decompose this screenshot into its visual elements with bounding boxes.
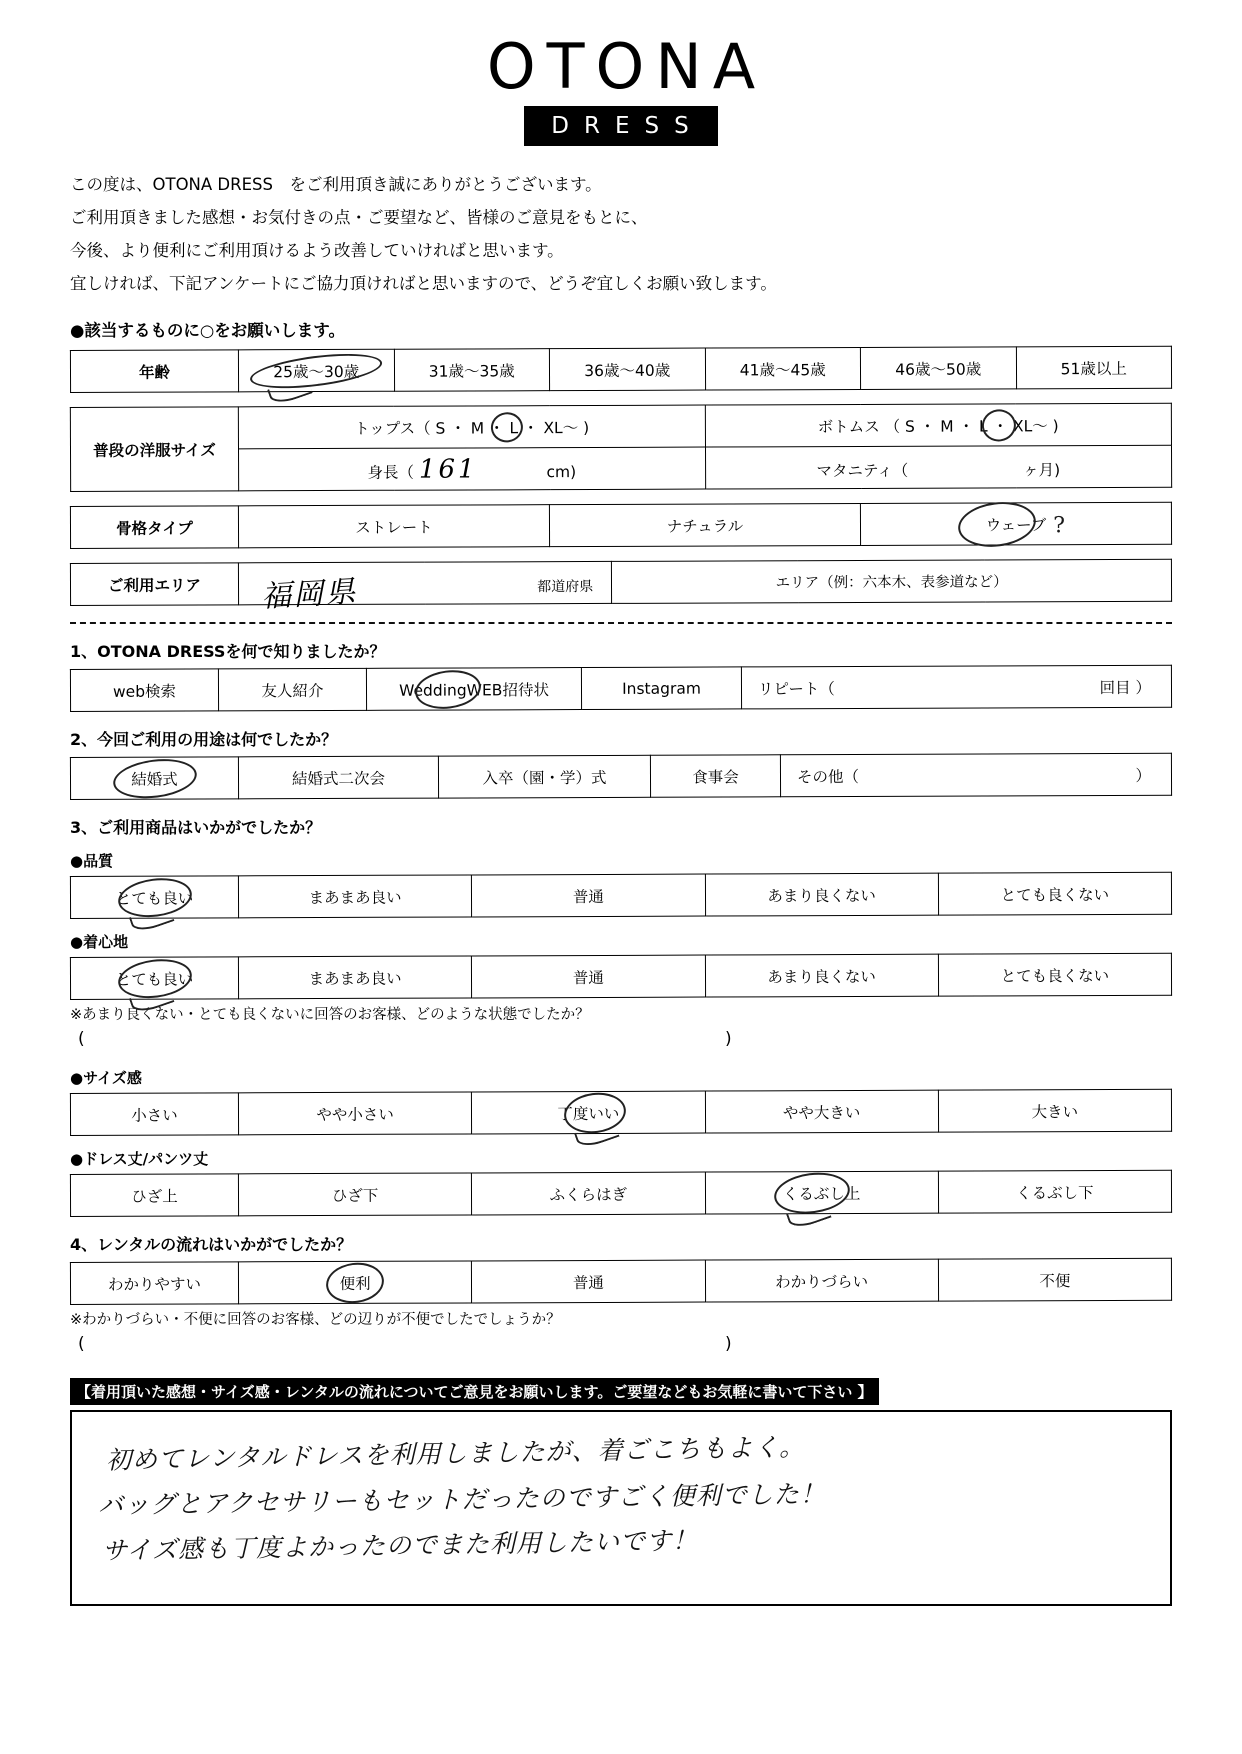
- comfort-option-very-bad[interactable]: とても良くない: [938, 953, 1171, 996]
- table-row: [70, 502, 1171, 548]
- age-option-label: 25歳～30歳: [273, 362, 360, 381]
- q4-answer-row[interactable]: [70, 1334, 1172, 1360]
- q2-option-afterparty[interactable]: 結婚式二次会: [238, 756, 438, 799]
- table-row: [70, 1170, 1171, 1216]
- age-option-51-plus[interactable]: 51歳以上: [1016, 346, 1172, 389]
- maternity-unit: ヶ月): [1023, 460, 1061, 479]
- brand-subname: DRESS: [524, 106, 717, 146]
- comfort-option-very-good[interactable]: [70, 957, 238, 1000]
- q3-comfort-label: ●着心地: [70, 933, 129, 952]
- q2-option-label: 結婚式: [131, 770, 178, 789]
- q4-option-hard[interactable]: わかりづらい: [705, 1259, 938, 1302]
- q1-option-web[interactable]: web検索: [70, 669, 218, 712]
- q4-option-convenient[interactable]: [238, 1261, 471, 1304]
- age-option-25-30[interactable]: [238, 349, 394, 392]
- comfort-option-label: とても良い: [115, 970, 194, 989]
- q3-length-table: [70, 1170, 1172, 1217]
- body-type-option-straight[interactable]: ストレート: [238, 505, 549, 548]
- question-mark-annotation: ?: [1053, 513, 1066, 539]
- paren-open: (: [78, 1334, 85, 1355]
- table-row: [70, 1089, 1171, 1135]
- body-type-table: [70, 502, 1172, 549]
- size-option-small[interactable]: 小さい: [70, 1093, 238, 1136]
- prefecture-cell[interactable]: [238, 562, 611, 615]
- q3-title: 3、ご利用商品はいかがでしたか？: [70, 818, 322, 838]
- bottoms-size-label: ボトムス （ S ・ M ・ L ・ XL～ ): [817, 416, 1059, 436]
- q3-size-label: ●サイズ感: [70, 1069, 142, 1088]
- q4-option-easy[interactable]: わかりやすい: [70, 1262, 238, 1305]
- comment-line-3: サイズ感も丁度よかったのでまた利用したいです！: [101, 1525, 699, 1566]
- q2-table: [70, 753, 1172, 800]
- q1-table: [70, 665, 1172, 712]
- comments-box[interactable]: [70, 1410, 1172, 1606]
- table-row: [70, 753, 1171, 799]
- area-table: [70, 559, 1172, 615]
- q4-note: ※わかりづらい・不便に回答のお客様、どの辺りが不便でしたでしょうか？: [70, 1312, 561, 1329]
- age-option-46-50[interactable]: 46歳～50歳: [860, 347, 1016, 390]
- table-row: [70, 559, 1171, 605]
- size-option-slightly-small[interactable]: やや小さい: [238, 1092, 471, 1135]
- paren-open: (: [78, 1029, 85, 1050]
- quality-option-very-bad[interactable]: とても良くない: [938, 872, 1171, 915]
- table-row: [70, 872, 1171, 918]
- age-option-36-40[interactable]: 36歳～40歳: [549, 348, 705, 391]
- q3-size-table: [70, 1089, 1172, 1136]
- intro-line-2: ご利用頂きました感想・お気付きの点・ご要望など、皆様のご意見をもとに、: [70, 208, 648, 228]
- comment-line-2: バッグとアクセサリーもセットだったのですごく便利でした！: [97, 1479, 826, 1520]
- body-type-option-label: ウェーブ: [985, 515, 1047, 535]
- size-option-label: 丁度いい: [557, 1104, 620, 1123]
- quality-option-very-good[interactable]: [70, 876, 238, 919]
- q2-option-other[interactable]: [780, 753, 1171, 797]
- maternity-cell[interactable]: [705, 445, 1172, 489]
- clothing-size-table: [70, 403, 1172, 492]
- q1-repeat-post: 回目 ）: [1099, 678, 1152, 697]
- tops-size-label: トップス（ S ・ M ・ L ・ XL～ ): [354, 418, 590, 438]
- length-option-above-knee[interactable]: ひざ上: [70, 1174, 238, 1217]
- maternity-label: マタニティ（: [816, 461, 909, 480]
- size-option-just-right[interactable]: [472, 1091, 705, 1134]
- height-unit: cm): [546, 462, 577, 481]
- paren-close: ): [725, 1334, 732, 1355]
- q3-comfort-table: [70, 953, 1172, 1000]
- age-table: [70, 346, 1172, 393]
- q4-option-normal[interactable]: 普通: [472, 1260, 705, 1303]
- q2-other-post: ）: [1135, 766, 1152, 785]
- age-label: 年齢: [70, 350, 238, 393]
- prefecture-hint: 都道府県: [537, 579, 594, 596]
- q1-option-weddingweb[interactable]: [366, 668, 581, 711]
- q1-option-instagram[interactable]: Instagram: [581, 667, 741, 710]
- clothing-size-label: 普段の洋服サイズ: [70, 407, 238, 492]
- intro-paragraph: [70, 168, 1172, 300]
- length-option-below-ankle[interactable]: くるぶし下: [938, 1170, 1171, 1213]
- length-option-calf[interactable]: ふくらはぎ: [472, 1172, 705, 1215]
- quality-option-not-very-good[interactable]: あまり良くない: [705, 873, 938, 916]
- brand-name: OTONA: [486, 30, 767, 103]
- q2-option-wedding[interactable]: [70, 757, 238, 800]
- circle-instruction: ●該当するものに○をお願いします。: [70, 321, 345, 341]
- q1-title: 1、OTONA DRESSを何で知りましたか？: [70, 642, 386, 662]
- area-label: ご利用エリア: [70, 563, 238, 606]
- age-option-41-45[interactable]: 41歳～45歳: [705, 348, 861, 391]
- comfort-option-fairly-good[interactable]: まあまあ良い: [238, 956, 471, 999]
- q4-title: 4、レンタルの流れはいかがでしたか？: [70, 1235, 353, 1255]
- q2-other-pre: その他（: [796, 767, 860, 786]
- q1-repeat-pre: リピート（: [757, 679, 835, 698]
- q2-option-ceremony[interactable]: 入卒（園・学）式: [438, 755, 650, 798]
- height-label: 身長（: [367, 463, 415, 482]
- comfort-option-not-very-good[interactable]: あまり良くない: [705, 954, 938, 997]
- table-row: [70, 403, 1171, 449]
- brand-logo: [70, 0, 1172, 146]
- q2-title: 2、今回ご利用の用途は何でしたか？: [70, 730, 338, 750]
- area-hint: エリア（例：六本木、表参道など）: [775, 574, 1008, 592]
- q3-comfort-note: ※あまり良くない・とても良くないに回答のお客様、どのような状態でしたか？: [70, 1007, 590, 1024]
- paren-close: ): [725, 1029, 732, 1050]
- tops-size-cell[interactable]: [238, 405, 705, 449]
- body-type-option-wave[interactable]: [860, 502, 1171, 545]
- q1-option-friend[interactable]: 友人紹介: [218, 668, 366, 711]
- q1-option-label: WeddingWEB招待状: [399, 680, 549, 700]
- area-detail-cell[interactable]: [612, 559, 1172, 603]
- size-option-slightly-large[interactable]: やや大きい: [705, 1090, 938, 1133]
- quality-option-fairly-good[interactable]: まあまあ良い: [238, 875, 471, 918]
- intro-line-3: 今後、より便利にご利用頂けるよう改善していければと思います。: [70, 241, 564, 261]
- q4-option-label: 便利: [339, 1274, 371, 1293]
- table-row: [70, 346, 1171, 392]
- size-option-large[interactable]: 大きい: [938, 1089, 1171, 1132]
- q1-option-repeat[interactable]: [741, 665, 1171, 709]
- section-divider: [70, 622, 1172, 624]
- body-type-label: 骨格タイプ: [70, 506, 238, 549]
- q4-option-inconvenient[interactable]: 不便: [938, 1258, 1171, 1301]
- q3-quality-table: [70, 872, 1172, 919]
- comments-header: 【着用頂いた感想・サイズ感・レンタルの流れについてご意見をお願いします。ご要望などもお気軽に書いて下さい 】: [70, 1378, 879, 1405]
- quality-option-label: とても良い: [115, 889, 194, 908]
- height-cell[interactable]: [238, 447, 705, 491]
- table-row: [70, 665, 1171, 711]
- intro-line-1: この度は、OTONA DRESS をご利用頂き誠にありがとうございます。: [70, 175, 602, 195]
- table-row: [70, 1258, 1171, 1304]
- intro-line-4: 宜しければ、下記アンケートにご協力頂ければと思いますので、どうぞ宜しくお願い致します。: [70, 274, 777, 294]
- table-row: [70, 953, 1171, 999]
- bottoms-size-cell[interactable]: [705, 403, 1172, 447]
- q3-comfort-answer-row[interactable]: [70, 1029, 1172, 1055]
- quality-option-normal[interactable]: 普通: [472, 874, 705, 917]
- q4-table: [70, 1258, 1172, 1305]
- body-type-option-natural[interactable]: ナチュラル: [549, 504, 860, 547]
- length-option-label: くるぶし上: [782, 1184, 861, 1203]
- prefecture-value: 福岡県: [260, 574, 359, 615]
- q3-quality-label: ●品質: [70, 852, 114, 871]
- length-option-below-knee[interactable]: ひざ下: [238, 1173, 471, 1216]
- comment-line-1: 初めてレンタルドレスを利用しましたが、着ごこちもよく。: [105, 1432, 806, 1475]
- q3-length-label: ●ドレス丈/パンツ丈: [70, 1150, 209, 1169]
- age-option-31-35[interactable]: 31歳～35歳: [394, 349, 550, 392]
- length-option-above-ankle[interactable]: [705, 1171, 938, 1214]
- q2-option-dinner[interactable]: 食事会: [650, 755, 780, 797]
- comfort-option-normal[interactable]: 普通: [472, 955, 705, 998]
- height-value: 161: [418, 454, 478, 485]
